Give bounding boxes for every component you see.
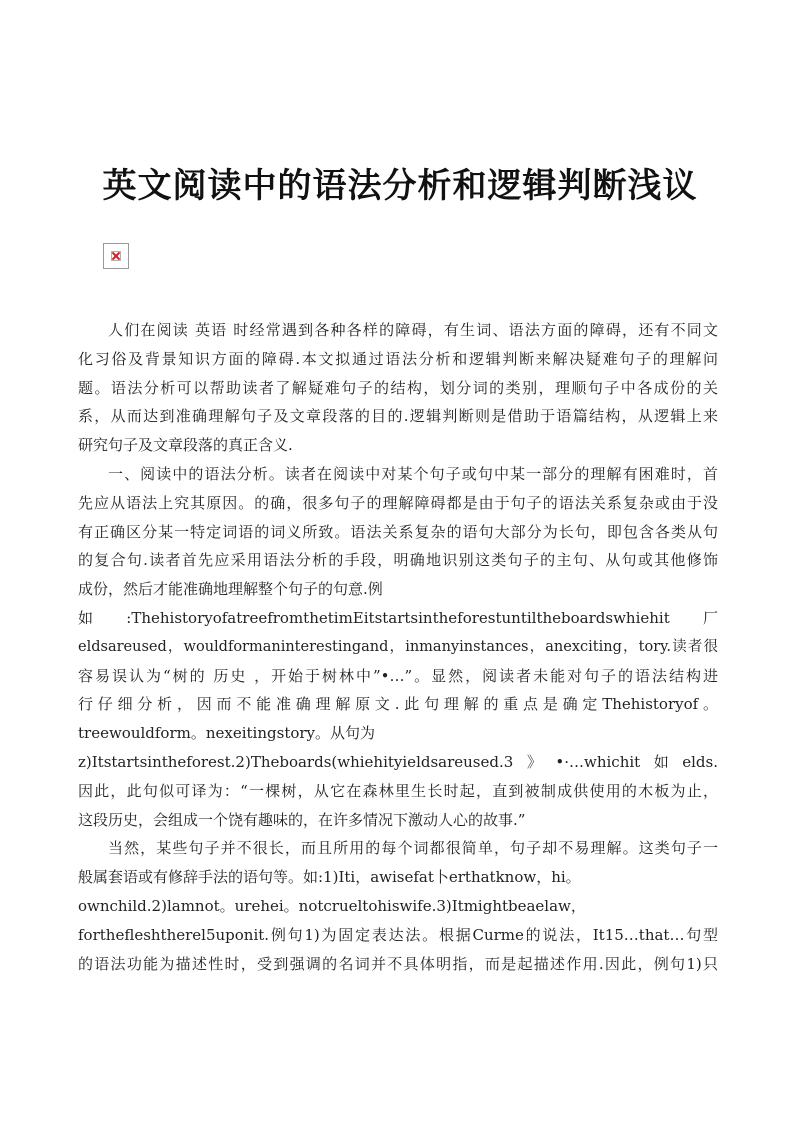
text-line: 先应从语法上究其原因。的确，很多句子的理解障碍都是由于句子的语法关系复杂或由于没 (78, 493, 718, 512)
text-line: 人们在阅读 英语 时经常遇到各种各样的障碍，有生词、语法方面的障碍，还有不同文 (108, 321, 718, 339)
text-line: 因此，此句似可译为：“一棵树，从它在森林里生长时起，直到被制成供使用的木板为止， (78, 781, 718, 800)
text-line: ownchild.2)lamnot。urehei。notcrueltohiswife.3)Itmightbeaelaw， (78, 896, 586, 915)
text-line: 行仔细分析，因而不能准确理解原文.此句理解的重点是确定Thehistoryof。 (78, 695, 718, 714)
text-line: 如:ThehistoryofatreefromthetimEitstartsintheforestuntiltheboardswhiehit厂 (78, 608, 718, 627)
text-line: 这段历史，会组成一个饶有趣味的，在许多情况下激动人心的故事.” (78, 810, 526, 829)
broken-image-x-icon (111, 251, 121, 261)
text-line: 容易误认为“树的 历史 ，开始于树林中”•…”。显然，阅读者未能对句子的语法结构进 (78, 666, 718, 685)
text-line: 的语法功能为描述性时，受到强调的名词并不具体明指，而是起描述作用.因此，例句1)只 (78, 954, 718, 973)
text-line: 系，从而达到准确理解句子及文章段落的目的.逻辑判断则是借助于语篇结构，从逻辑上来 (78, 407, 718, 426)
text-line: eldsareused，wouldformaninterestingand，inmanyinstances，anexciting，tory.读者很 (78, 638, 718, 655)
text-line: forthefleshtherel5uponit.例句1)为固定表达法。根据Curme的说法，It15…that…句型 (78, 925, 718, 944)
text-line: 题。语法分析可以帮助读者了解疑难句子的结构，划分词的类别，理顺句子中各成份的关 (78, 378, 718, 397)
text-line: 当然，某些句子并不很长，而且所用的每个词都很简单，句子却不易理解。这类句子一 (108, 839, 718, 858)
text-line: 成份，然后才能准确地理解整个句子的句意.例 (78, 580, 383, 599)
article-body (78, 316, 718, 978)
text-line: 有正确区分某一特定词语的词义所致。语法关系复杂的语句大部分为长句，即包含各类从句 (78, 522, 718, 541)
text-line: 化习俗及背景知识方面的障碍.本文拟通过语法分析和逻辑判断来解决疑难句子的理解问 (78, 349, 718, 368)
text-line: 一、阅读中的语法分析。读者在阅读中对某个句子或句中某一部分的理解有困难时，首 (108, 464, 718, 483)
text-line: 研究句子及文章段落的真正含义. (78, 436, 293, 455)
page-title: 英文阅读中的语法分析和逻辑判断浅议 (102, 166, 698, 206)
text-line: 般属套语或有修辞手法的语句等。如:1)Iti，awisefat卜erthatknow，hi。 (78, 868, 581, 887)
text-line: 的复合句.读者首先应采用语法分析的手段，明确地识别这类句子的主句、从句或其他修饰 (78, 551, 718, 570)
text-line: z)Itstartsintheforest.2)Theboards(whiehityieldsareused.3》•·…whichit如elds. (78, 752, 718, 771)
broken-image-icon (103, 243, 129, 269)
text-line: treewouldform。nexeitingstory。从句为 (78, 724, 376, 743)
